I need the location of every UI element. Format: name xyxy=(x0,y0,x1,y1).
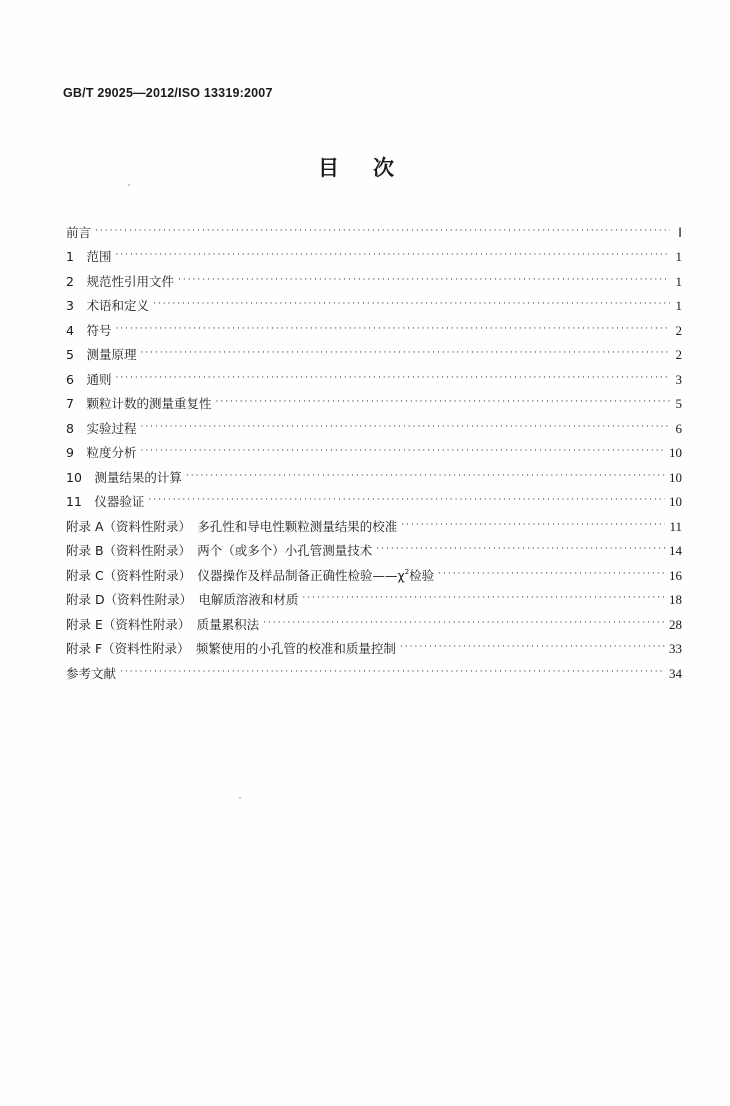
toc-entry-page: 16 xyxy=(669,567,682,583)
toc-entry[interactable] xyxy=(66,290,682,315)
toc-leader-dots xyxy=(95,228,670,238)
superscript: 2 xyxy=(404,567,410,576)
toc-leader-dots xyxy=(186,473,665,483)
toc-entry-label: 8 实验过程 xyxy=(66,420,137,436)
toc-entry-label: 5 测量原理 xyxy=(66,347,137,362)
toc-entry-label: 附录 E（资料性附录） 质量累积法 xyxy=(66,616,260,632)
toc-entry-page: Ⅰ xyxy=(678,224,682,240)
toc-entry-label xyxy=(66,566,434,584)
toc-leader-dots xyxy=(115,252,670,262)
toc-entry-label: 4 符号 xyxy=(66,322,112,338)
toc-leader-dots xyxy=(148,497,665,507)
toc-entry-label: 2 规范性引用文件 xyxy=(66,273,174,289)
toc-entry[interactable] xyxy=(66,486,682,511)
toc-entry-page: 2 xyxy=(675,322,682,338)
toc-entry-page: 28 xyxy=(669,616,682,632)
toc-entry-page: 14 xyxy=(669,543,682,558)
toc-entry[interactable] xyxy=(66,437,682,462)
toc-entry[interactable] xyxy=(66,510,682,535)
table-of-contents xyxy=(66,216,682,682)
toc-entry-label: 7 颗粒计数的测量重复性 xyxy=(66,396,212,411)
toc-entry-label: 附录 F（资料性附录） 频繁使用的小孔管的校准和质量控制 xyxy=(66,641,396,656)
toc-entry-label: 11 仪器验证 xyxy=(66,494,145,509)
toc-entry-label: 9 粒度分析 xyxy=(66,445,137,460)
toc-leader-dots xyxy=(140,350,670,360)
toc-entry-page: 10 xyxy=(669,445,682,460)
toc-entry-page: 1 xyxy=(675,273,682,289)
toc-entry[interactable] xyxy=(66,241,682,266)
toc-entry-page: 1 xyxy=(675,298,682,313)
toc-leader-dots xyxy=(115,326,670,336)
toc-entry-page: 6 xyxy=(675,420,682,436)
toc-entry-label: 10 测量结果的计算 xyxy=(66,469,182,485)
toc-entry[interactable] xyxy=(66,584,682,609)
toc-entry-label: 附录 A（资料性附录） 多孔性和导电性颗粒测量结果的校准 xyxy=(66,518,398,534)
toc-leader-dots xyxy=(215,399,670,409)
toc-entry-page: 34 xyxy=(669,665,682,681)
toc-entry[interactable] xyxy=(66,216,682,241)
toc-entry-label: 6 通则 xyxy=(66,371,112,387)
toc-leader-dots xyxy=(115,375,670,385)
toc-entry-label: 1 范围 xyxy=(66,249,112,264)
toc-leader-dots xyxy=(438,571,665,581)
toc-entry[interactable] xyxy=(66,265,682,290)
toc-entry-label-tail: 检验 xyxy=(409,567,435,583)
toc-entry-page: 10 xyxy=(669,469,682,485)
toc-entry[interactable] xyxy=(66,363,682,388)
toc-entry[interactable] xyxy=(66,314,682,339)
toc-entry-page: 18 xyxy=(669,592,682,607)
toc-entry-page: 2 xyxy=(675,347,682,362)
toc-entry-label: 附录 B（资料性附录） 两个（或多个）小孔管测量技术 xyxy=(66,543,373,558)
toc-entry-page: 5 xyxy=(675,396,682,411)
toc-entry[interactable] xyxy=(66,461,682,486)
toc-entry[interactable] xyxy=(66,633,682,658)
toc-leader-dots xyxy=(140,424,670,434)
toc-entry-label-main: 附录 C（资料性附录） 仪器操作及样品制备正确性检验——χ xyxy=(66,567,405,583)
toc-entry[interactable] xyxy=(66,412,682,437)
toc-leader-dots xyxy=(400,644,665,654)
toc-entry[interactable] xyxy=(66,388,682,413)
toc-entry-page: 3 xyxy=(675,371,682,387)
toc-entry-label: 3 术语和定义 xyxy=(66,298,149,313)
toc-entry[interactable] xyxy=(66,339,682,364)
toc-entry-label: 附录 D（资料性附录） 电解质溶液和材质 xyxy=(66,592,299,607)
toc-entry-label: 前言 xyxy=(66,224,92,240)
toc-entry-page: 1 xyxy=(675,249,682,264)
toc-entry[interactable] xyxy=(66,559,682,584)
toc-leader-dots xyxy=(140,448,665,458)
toc-leader-dots xyxy=(302,595,665,605)
toc-entry-page: 33 xyxy=(669,641,682,656)
page-title: 目次 xyxy=(318,156,428,180)
toc-entry[interactable] xyxy=(66,608,682,633)
toc-leader-dots xyxy=(263,620,665,630)
toc-entry-label: 参考文献 xyxy=(66,665,117,681)
scan-speck xyxy=(128,184,130,186)
toc-entry[interactable] xyxy=(66,657,682,682)
toc-leader-dots xyxy=(120,669,665,679)
toc-entry-page: 11 xyxy=(669,518,682,534)
toc-leader-dots xyxy=(153,301,670,311)
scan-speck xyxy=(239,797,241,799)
toc-entry-page: 10 xyxy=(669,494,682,509)
standard-code: GB/T 29025—2012/ISO 13319:2007 xyxy=(63,86,273,100)
toc-leader-dots xyxy=(376,546,665,556)
toc-leader-dots xyxy=(178,277,670,287)
toc-leader-dots xyxy=(401,522,665,532)
toc-entry[interactable] xyxy=(66,535,682,560)
